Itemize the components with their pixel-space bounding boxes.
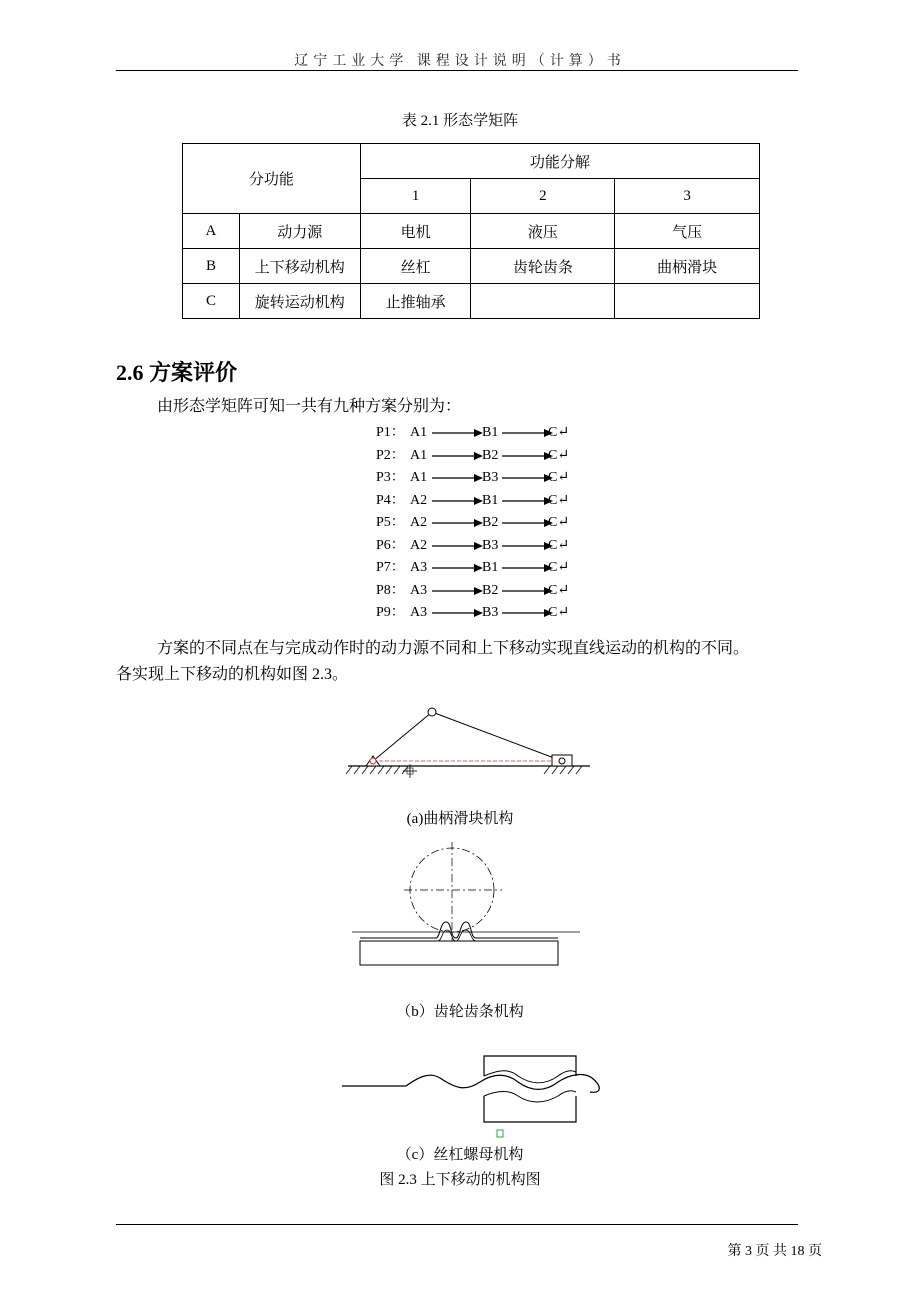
arrow-right-icon (502, 541, 554, 551)
row-option: 液压 (471, 214, 615, 249)
scheme-b: B3 (482, 605, 499, 620)
scheme-label: P4： (376, 492, 405, 508)
scheme-a: A3 (410, 582, 428, 598)
scheme-label: P2： (376, 447, 405, 463)
scheme-c: C↵ (548, 582, 570, 598)
section-title: 2.6 方案评价 (116, 360, 238, 385)
scheme-b: B1 (482, 492, 499, 508)
scheme-c: C↵ (548, 492, 570, 508)
morphology-matrix-table (182, 143, 760, 319)
scheme-c: C↵ (548, 425, 570, 440)
arrow-right-icon (502, 428, 554, 438)
intro-paragraph: 由形态学矩阵可知一共有九种方案分别为： (157, 398, 462, 415)
arrow-right-icon (502, 608, 554, 618)
arrow-right-icon (502, 518, 554, 528)
scheme-row (376, 535, 576, 557)
row-option: 曲柄滑块 (615, 249, 760, 284)
row-option (615, 284, 760, 319)
scheme-label: P9： (376, 605, 405, 620)
arrow-right-icon (502, 586, 554, 596)
scheme-row (376, 422, 576, 444)
paragraph-line-2: 各实现上下移动的机构如图 2.3。 (116, 666, 349, 683)
arrow-right-icon (432, 586, 484, 596)
arrow-right-icon (432, 541, 484, 551)
row-option: 电机 (360, 214, 471, 249)
scheme-label: P1： (376, 425, 405, 440)
row-option: 齿轮齿条 (471, 249, 615, 284)
row-option: 止推轴承 (360, 284, 471, 319)
scheme-row (376, 602, 576, 624)
footer-rule (116, 1224, 798, 1225)
arrow-right-icon (432, 518, 484, 528)
scheme-label: P7： (376, 560, 405, 575)
scheme-c: C↵ (548, 447, 570, 463)
row-name: 上下移动机构 (239, 249, 360, 284)
scheme-row (376, 467, 576, 489)
scheme-b: B1 (482, 425, 499, 440)
row-option: 气压 (615, 214, 760, 249)
row-option: 丝杠 (360, 249, 471, 284)
scheme-a: A1 (410, 447, 428, 463)
arrow-right-icon (432, 608, 484, 618)
scheme-label: P8： (376, 582, 405, 598)
arrow-right-icon (502, 473, 554, 483)
row-code: C (183, 284, 240, 319)
scheme-a: A1 (410, 470, 428, 485)
scheme-a: A2 (410, 515, 428, 530)
col-number: 1 (360, 179, 471, 214)
row-name: 动力源 (239, 214, 360, 249)
col-header-group: 功能分解 (360, 144, 759, 179)
scheme-b: B1 (482, 560, 499, 575)
col-header-left: 分功能 (183, 144, 361, 214)
table-row (183, 214, 760, 249)
row-code: B (183, 249, 240, 284)
scheme-a: A2 (410, 492, 428, 508)
scheme-row (376, 445, 576, 467)
paragraph-line-1: 方案的不同点在与完成动作时的动力源不同和上下移动实现直线运动的机构的不同。 (157, 640, 750, 657)
scheme-a: A3 (410, 560, 428, 575)
scheme-b: B2 (482, 582, 499, 598)
gear-rack-diagram (330, 838, 590, 970)
scheme-c: C↵ (548, 470, 570, 485)
arrow-right-icon (432, 473, 484, 483)
arrow-right-icon (432, 451, 484, 461)
scheme-a: A1 (410, 425, 428, 440)
scheme-row (376, 490, 576, 512)
scheme-label: P6： (376, 537, 405, 553)
arrow-right-icon (502, 451, 554, 461)
scheme-b: B3 (482, 470, 499, 485)
arrow-right-icon (432, 428, 484, 438)
scheme-b: B3 (482, 537, 499, 553)
scheme-c: C↵ (548, 515, 570, 530)
scheme-b: B2 (482, 447, 499, 463)
scheme-c: C↵ (548, 560, 570, 575)
scheme-row (376, 512, 576, 534)
header-rule (116, 70, 798, 71)
scheme-label: P5： (376, 515, 405, 530)
figure-main-caption: 图 2.3 上下移动的机构图 (379, 1172, 541, 1188)
col-number: 2 (471, 179, 615, 214)
row-option (471, 284, 615, 319)
figure-c-caption: （c）丝杠螺母机构 (396, 1147, 524, 1163)
crank-slider-diagram (340, 700, 600, 780)
table-row (183, 284, 760, 319)
row-code: A (183, 214, 240, 249)
page-number: 第 3 页 共 18 页 (727, 1244, 822, 1259)
screw-nut-diagram (340, 1050, 620, 1142)
scheme-label: P3： (376, 470, 405, 485)
scheme-a: A3 (410, 605, 428, 620)
figure-b-caption: （b）齿轮齿条机构 (396, 1004, 524, 1020)
arrow-right-icon (502, 496, 554, 506)
page-header-title: 辽宁工业大学 课程设计说明（计算）书 (294, 54, 626, 69)
col-number: 3 (615, 179, 760, 214)
table-row (183, 249, 760, 284)
scheme-row (376, 580, 576, 602)
scheme-c: C↵ (548, 537, 570, 553)
table-caption: 表 2.1 形态学矩阵 (401, 113, 519, 129)
scheme-b: B2 (482, 515, 499, 530)
arrow-right-icon (432, 563, 484, 573)
arrow-right-icon (502, 563, 554, 573)
scheme-row (376, 557, 576, 579)
arrow-right-icon (432, 496, 484, 506)
scheme-a: A2 (410, 537, 428, 553)
scheme-c: C↵ (548, 605, 570, 620)
figure-a-caption: (a)曲柄滑块机构 (406, 811, 514, 827)
row-name: 旋转运动机构 (239, 284, 360, 319)
